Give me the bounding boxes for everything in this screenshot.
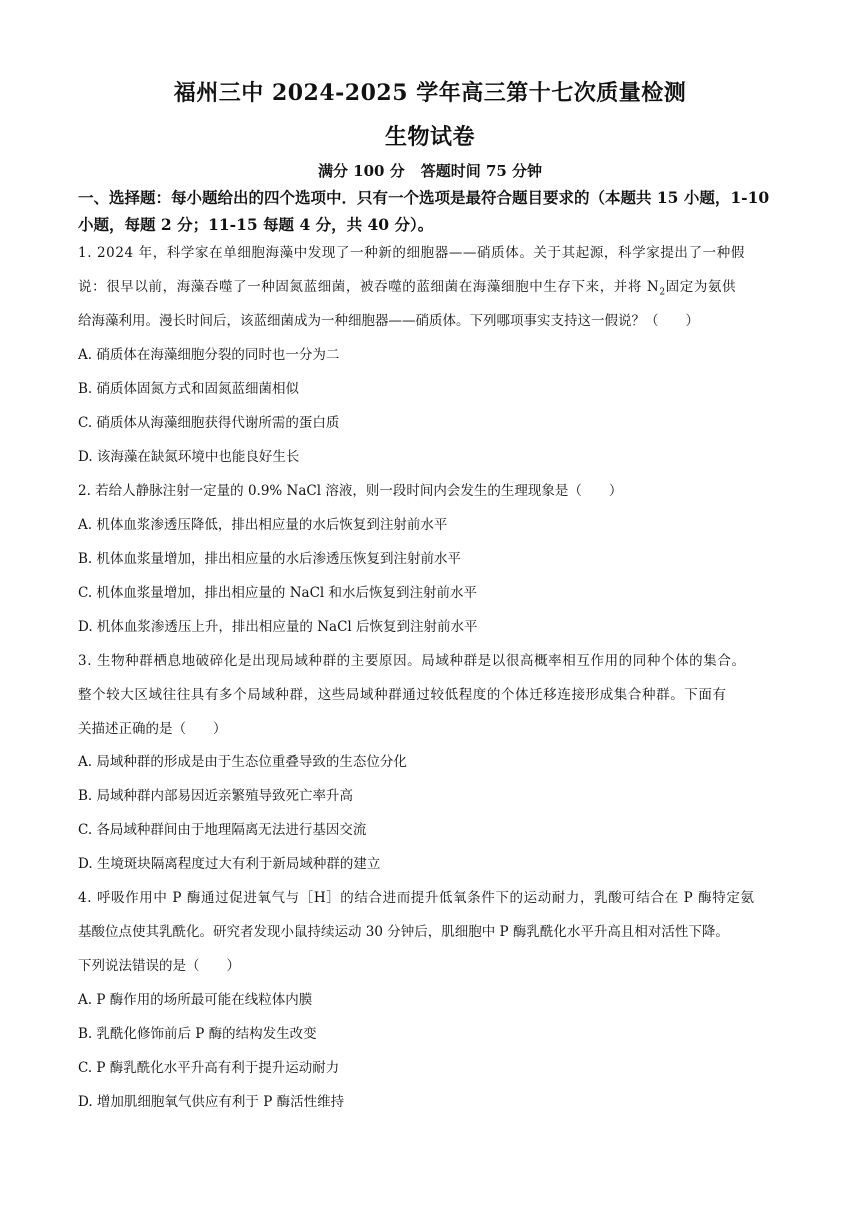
option-line: B. 局域种群内部易因近亲繁殖导致死亡率升高: [78, 788, 354, 804]
option-line: C. 各局域种群间由于地理隔离无法进行基因交流: [78, 822, 367, 838]
option-line: B. 机体血浆量增加，排出相应量的水后渗透压恢复到注射前水平: [78, 551, 462, 567]
option-line: A. 局域种群的形成是由于生态位重叠导致的生态位分化: [78, 754, 407, 770]
subscript: 2: [659, 287, 666, 298]
question-stem-line: 3. 生物种群栖息地破碎化是出现局域种群的主要原因。局域种群是以很高概率相互作用的同种个体的集合。: [78, 653, 746, 669]
option-line: C. 机体血浆量增加，排出相应量的 NaCl 和水后恢复到注射前水平: [78, 585, 478, 601]
option-line: A. 机体血浆渗透压降低，排出相应量的水后恢复到注射前水平: [78, 517, 448, 533]
exam-info: [0, 160, 860, 181]
answer-time: 答题时间 75 分钟: [420, 162, 543, 180]
option-line: A. 硝质体在海藻细胞分裂的同时也一分为二: [78, 347, 340, 363]
section-heading: 一、选择题：每小题给出的四个选项中．只有一个选项是最符合题目要求的（本题共 15 小题，1-10 小题，每题 2 分；11-15 每题 4 分，共 40 分）。: [78, 188, 770, 234]
question-stem-line: 关描述正确的是（ ）: [78, 721, 227, 737]
question-stem-line: 下列说法错误的是（ ）: [78, 958, 240, 974]
question-stem-line: 4. 呼吸作用中 P 酶通过促进氧气与［H］的结合进而提升低氧条件下的运动耐力，乳酸可结合在 P 酶特定氨: [78, 890, 755, 906]
option-line: B. 乳酰化修饰前后 P 酶的结构发生改变: [78, 1026, 317, 1042]
question-stem-line: 1. 2024 年，科学家在单细胞海藻中发现了一种新的细胞器——硝质体。关于其起源，科学家提出了一种假: [78, 245, 745, 261]
full-score: 满分 100 分: [317, 162, 405, 180]
question-stem-line: 给海藻利用。漫长时间后，该蓝细菌成为一种细胞器——硝质体。下列哪项事实支持这一假说？（ ）: [78, 313, 699, 329]
exam-title: 福州三中 2024-2025 学年高三第十七次质量检测: [173, 80, 687, 106]
option-line: D. 该海藻在缺氮环境中也能良好生长: [78, 449, 300, 465]
option-line: C. 硝质体从海藻细胞获得代谢所需的蛋白质: [78, 415, 340, 431]
question-stem-line: 2. 若给人静脉注射一定量的 0.9% NaCl 溶液，则一段时间内会发生的生理现象是（ ）: [78, 483, 623, 499]
subject-title: 生物试卷: [384, 124, 475, 150]
option-line: A. P 酶作用的场所最可能在线粒体内膜: [78, 992, 313, 1008]
option-line: D. 生境斑块隔离程度过大有利于新局域种群的建立: [78, 856, 381, 872]
option-line: D. 增加肌细胞氧气供应有利于 P 酶活性维持: [78, 1094, 345, 1110]
option-line: B. 硝质体固氮方式和固氮蓝细菌相似: [78, 381, 300, 397]
option-line: C. P 酶乳酰化水平升高有利于提升运动耐力: [78, 1060, 340, 1076]
question-stem-line: 说：很早以前，海藻吞噬了一种固氮蓝细菌，被吞噬的蓝细菌在海藻细胞中生存下来，并将 $N_2$固定为氨供: [78, 279, 737, 298]
question-stem-line: 整个较大区域往往具有多个局域种群，这些局域种群通过较低程度的个体迁移连接形成集合种群。下面有: [78, 687, 727, 703]
question-stem-line: 基酸位点使其乳酰化。研究者发现小鼠持续运动 30 分钟后，肌细胞中 P 酶乳酰化水平升高且相对活性下降。: [78, 924, 729, 940]
option-line: D. 机体血浆渗透压上升，排出相应量的 NaCl 后恢复到注射前水平: [78, 619, 478, 635]
